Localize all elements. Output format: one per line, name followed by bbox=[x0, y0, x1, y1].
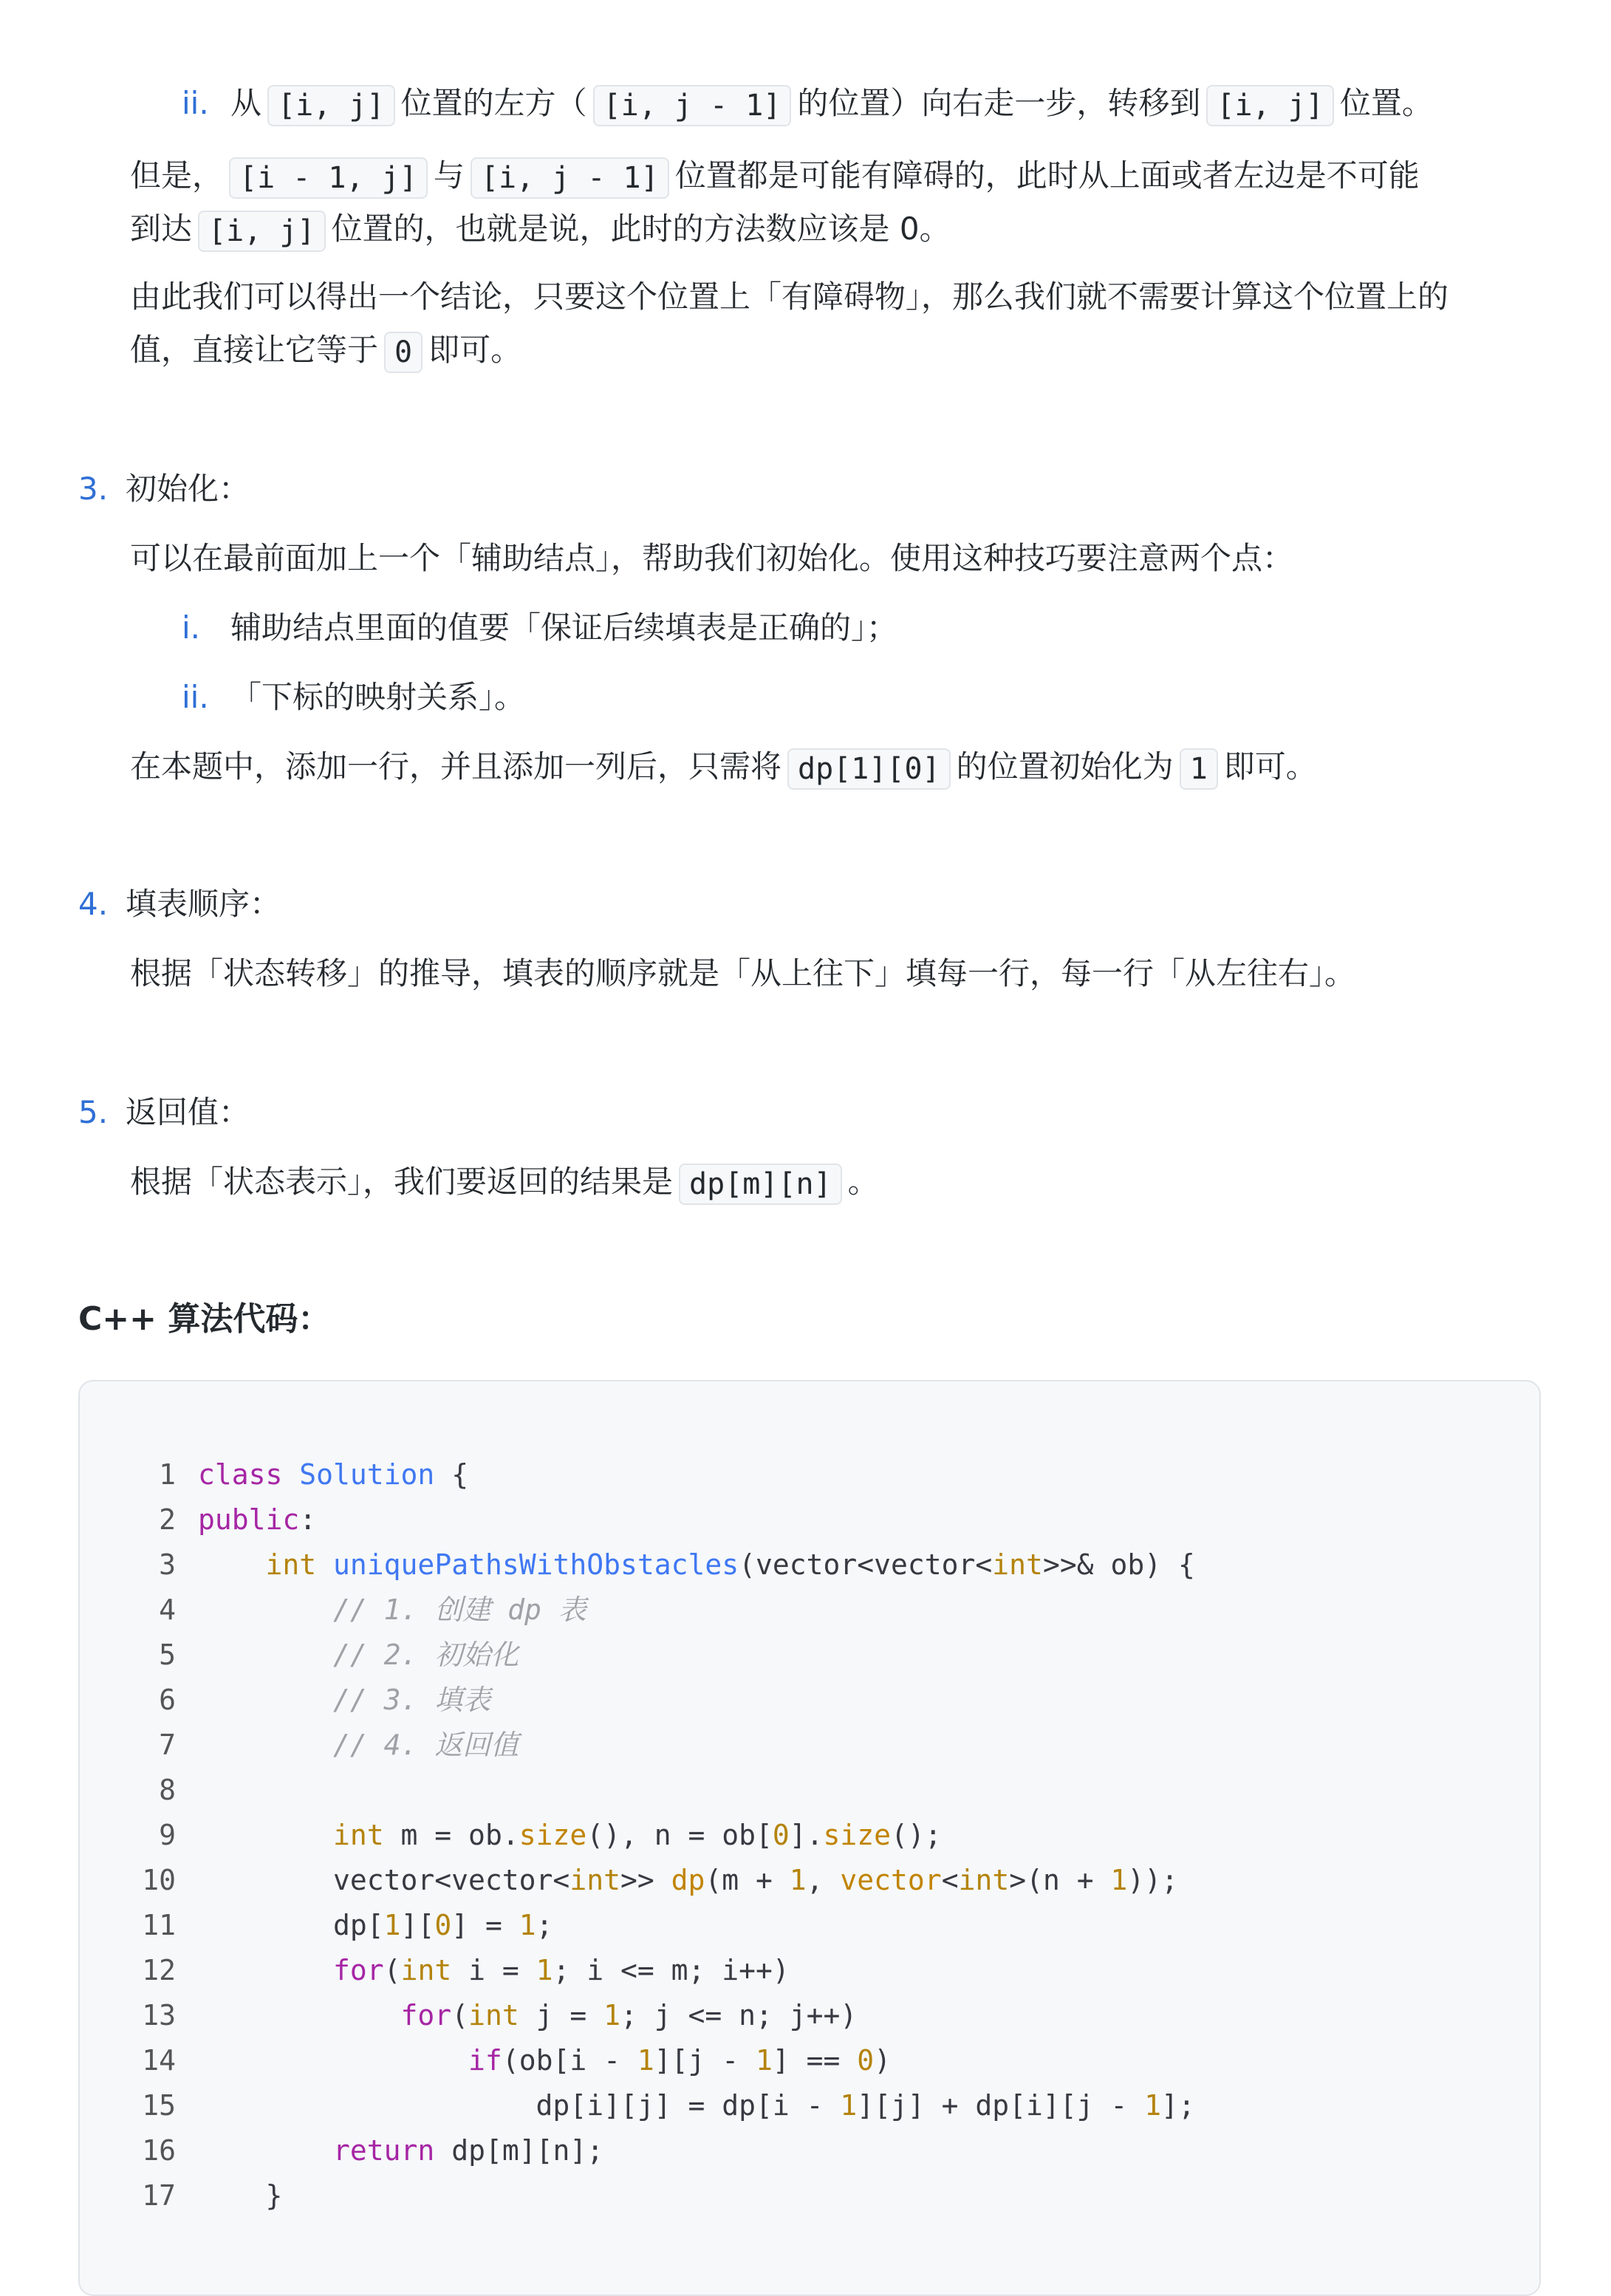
code-line bbox=[80, 1768, 1528, 1813]
line-number: 15 bbox=[142, 2089, 176, 2122]
code-line bbox=[80, 2173, 1528, 2218]
list-marker-ii: ii. bbox=[182, 85, 209, 121]
code-text: // 3. 填表 bbox=[333, 1684, 491, 1716]
code-heading: C++ 算法代码： bbox=[78, 1300, 331, 1338]
code-text: class Solution { bbox=[198, 1458, 469, 1491]
text-segment: 与 bbox=[433, 157, 465, 194]
line-number: 17 bbox=[142, 2179, 176, 2212]
line-number: 8 bbox=[159, 1774, 176, 1806]
list-marker-ii: ii. bbox=[182, 679, 209, 715]
code-line bbox=[80, 2083, 1528, 2128]
text-segment: 。 bbox=[847, 1164, 879, 1200]
code-line bbox=[80, 1633, 1528, 1678]
line-number: 7 bbox=[159, 1729, 176, 1761]
code-line bbox=[80, 1452, 1528, 1497]
code-text: int m = ob.size(), n = ob[0].size(); bbox=[333, 1819, 942, 1851]
list-item: 「下标的映射关系」。 bbox=[230, 679, 526, 715]
code-text: if(ob[i - 1][j - 1] == 0) bbox=[468, 2044, 892, 2077]
code-text: // 4. 返回值 bbox=[333, 1729, 519, 1761]
line-number: 6 bbox=[159, 1684, 176, 1716]
list-item: 辅助结点里面的值要「保证后续填表是正确的」； bbox=[230, 609, 898, 646]
section-title: 返回值： bbox=[126, 1094, 250, 1130]
code-text: vector<vector<int>> dp(m + 1, vector<int>(n + 1)); bbox=[198, 1864, 1179, 1896]
code-line bbox=[80, 1678, 1528, 1723]
line-number: 1 bbox=[159, 1458, 176, 1491]
paragraph-line bbox=[130, 154, 1420, 199]
text-segment: 值，直接让它等于 bbox=[130, 332, 379, 368]
section-title: 填表顺序： bbox=[126, 886, 281, 922]
inline-code: dp[1][0] bbox=[787, 748, 951, 790]
code-line bbox=[80, 1993, 1528, 2038]
text-segment: 的位置初始化为 bbox=[956, 748, 1174, 785]
inline-code: dp[m][n] bbox=[679, 1164, 842, 1205]
inline-code: [i, j] bbox=[198, 211, 326, 252]
text-segment: 从 bbox=[230, 85, 262, 121]
code-line bbox=[80, 2128, 1528, 2173]
text-segment: 位置。 bbox=[1339, 85, 1433, 121]
paragraph-line bbox=[130, 1160, 879, 1205]
text-segment: 位置都是可能有障碍的，此时从上面或者左边是不可能 bbox=[674, 157, 1420, 194]
line-number: 16 bbox=[142, 2134, 176, 2167]
section-title: 初始化： bbox=[126, 471, 250, 507]
text-segment: 根据「状态表示」，我们要返回的结果是 bbox=[130, 1164, 674, 1200]
code-line bbox=[80, 1813, 1528, 1858]
code-line bbox=[80, 1858, 1528, 1903]
paragraph-line bbox=[130, 328, 521, 373]
code-line bbox=[80, 1542, 1528, 1588]
line-number: 14 bbox=[142, 2044, 176, 2077]
code-line bbox=[80, 1948, 1528, 1993]
text-segment: 位置的，也就是说，此时的方法数应该是 0。 bbox=[331, 211, 951, 247]
text-segment: 位置的左方（ bbox=[400, 85, 587, 121]
line-number: 5 bbox=[159, 1639, 176, 1671]
code-text: return dp[m][n]; bbox=[333, 2134, 604, 2167]
paragraph-line bbox=[130, 745, 1317, 790]
line-number: 4 bbox=[159, 1593, 176, 1626]
paragraph-line bbox=[230, 81, 1433, 126]
code-text: } bbox=[198, 2179, 283, 2212]
list-marker-5: 5. bbox=[78, 1094, 109, 1130]
code-line bbox=[80, 1723, 1528, 1768]
inline-code: [i - 1, j] bbox=[229, 157, 428, 199]
paragraph-line bbox=[130, 207, 951, 252]
code-text: for(int j = 1; j <= n; j++) bbox=[400, 1999, 858, 2032]
code-text: // 2. 初始化 bbox=[333, 1639, 519, 1671]
line-number: 12 bbox=[142, 1954, 176, 1986]
inline-code: [i, j] bbox=[267, 85, 395, 126]
text-segment: 在本题中，添加一行，并且添加一列后，只需将 bbox=[130, 748, 782, 785]
paragraph-line: 根据「状态转移」的推导，填表的顺序就是「从上往下」填每一行，每一行「从左往右」。 bbox=[130, 955, 1356, 991]
inline-code: [i, j - 1] bbox=[471, 157, 669, 199]
paragraph-line: 由此我们可以得出一个结论，只要这个位置上「有障碍物」，那么我们就不需要计算这个位置上的 bbox=[130, 279, 1449, 315]
code-line bbox=[80, 1588, 1528, 1633]
line-number: 10 bbox=[142, 1864, 176, 1896]
text-segment: 即可。 bbox=[428, 332, 522, 368]
code-text: public: bbox=[198, 1503, 317, 1536]
code-text: for(int i = 1; i <= m; i++) bbox=[333, 1954, 790, 1986]
inline-code: [i, j - 1] bbox=[593, 85, 792, 126]
text-segment: 的位置）向右走一步，转移到 bbox=[797, 85, 1201, 121]
line-number: 13 bbox=[142, 1999, 176, 2032]
line-number: 11 bbox=[142, 1909, 176, 1941]
code-text: dp[i][j] = dp[i - 1][j] + dp[i][j - 1]; bbox=[198, 2089, 1195, 2122]
code-text: // 1. 创建 dp 表 bbox=[333, 1593, 586, 1626]
line-number: 9 bbox=[159, 1819, 176, 1851]
list-marker-i: i. bbox=[182, 609, 201, 646]
inline-code: 1 bbox=[1180, 748, 1218, 790]
text-segment: 即可。 bbox=[1223, 748, 1317, 785]
line-number: 2 bbox=[159, 1503, 176, 1536]
inline-code: [i, j] bbox=[1206, 85, 1334, 126]
code-line bbox=[80, 2038, 1528, 2083]
text-segment: 到达 bbox=[130, 211, 193, 247]
list-marker-4: 4. bbox=[78, 886, 109, 922]
code-line bbox=[80, 1497, 1528, 1542]
list-marker-3: 3. bbox=[78, 471, 109, 507]
code-block bbox=[78, 1380, 1541, 2296]
text-segment: 但是， bbox=[130, 157, 224, 194]
paragraph-line: 可以在最前面加上一个「辅助结点」，帮助我们初始化。使用这种技巧要注意两个点： bbox=[130, 540, 1294, 576]
inline-code: 0 bbox=[384, 332, 423, 373]
code-text: int uniquePathsWithObstacles(vector<vector<int>>& ob) { bbox=[265, 1548, 1195, 1581]
code-text: dp[1][0] = 1; bbox=[198, 1909, 553, 1941]
code-line bbox=[80, 1903, 1528, 1948]
line-number: 3 bbox=[159, 1548, 176, 1581]
